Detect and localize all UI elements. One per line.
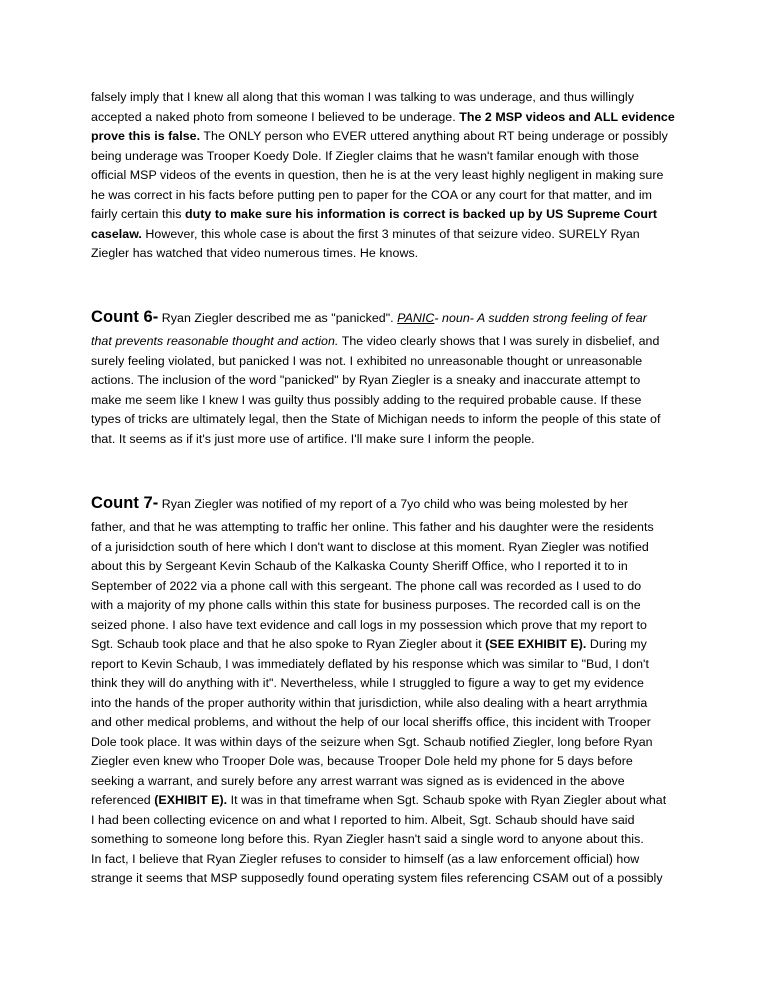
text-segment: Ziegler has watched that video numerous times. He knows.: [91, 246, 419, 260]
italic-text: PANIC: [397, 311, 435, 325]
text-segment: September of 2022 via a phone call with this sergeant. The phone call was recorded as I used to do: [91, 578, 642, 593]
text-line: [91, 430, 701, 450]
text-segment: seized phone. I also have text evidence and call logs in my possession which prove that my report to: [91, 617, 647, 632]
text-line: [91, 811, 701, 831]
text-segment: think they will do anything with it". Nevertheless, while I struggled to figure a way to get my evidence: [91, 676, 644, 690]
text-line: [91, 127, 701, 147]
text-segment: falsely imply that I knew all along that this woman I was talking to was underage, and thus willingly: [91, 90, 634, 104]
text-segment: strange it seems that MSP supposedly found operating system files referencing CSAM out of a possibly: [91, 871, 663, 885]
text-line: [91, 518, 701, 538]
text-line: [91, 616, 701, 636]
text-segment: make me seem like I knew I was guilty thus possibly adding to the required probable cause. If these: [91, 392, 642, 407]
count-heading: Count 7-: [91, 494, 159, 512]
text-line: [91, 577, 701, 597]
text-segment: that. It seems as if it's just more use of artifice. I'll make sure I inform the people.: [91, 431, 535, 446]
bold-text: (EXHIBIT E).: [154, 793, 228, 807]
text-line: [91, 635, 701, 655]
bold-text: duty to make sure his information is correct is backed up by US Supreme Court: [184, 207, 658, 221]
text-line: [91, 88, 701, 108]
text-line: [91, 352, 701, 372]
bold-text: (SEE EXHIBIT E).: [485, 637, 587, 651]
text-line: [91, 772, 701, 792]
text-segment: accepted a naked photo from someone I believed to be underage.: [91, 109, 460, 124]
text-segment: and other medical problems, and without the help of our local sheriffs office, this incident with Trooper: [91, 715, 651, 729]
text-line: [91, 410, 701, 430]
text-line: [91, 391, 701, 411]
text-segment: being underage was Trooper Koedy Dole. If Ziegler claims that he wasn't familar enough with those: [91, 148, 639, 163]
text-segment: The video clearly shows that I was surely in disbelief, and: [338, 334, 660, 348]
text-segment: referenced: [91, 793, 155, 807]
bold-text: The 2 MSP videos and ALL evidence: [459, 109, 675, 124]
text-segment: fairly certain this: [91, 207, 185, 221]
text-line: [91, 186, 701, 206]
text-line: [91, 850, 701, 870]
text-line: [91, 791, 701, 811]
text-segment: Ryan Ziegler described me as "panicked".: [158, 311, 398, 325]
text-segment: he was correct in his facts before putting pen to paper for the COA or any court for that matter, and im: [91, 187, 652, 202]
text-segment: I had been collecting evicence on and what I reported to him. Albeit, Sgt. Schaub should have said: [91, 812, 635, 827]
text-segment: Ziegler even knew who Trooper Dole was, because Trooper Dole held my phone for 5 days before: [91, 754, 633, 768]
text-line: [91, 694, 701, 714]
italic-text: that prevents reasonable thought and action.: [91, 334, 339, 348]
paragraph-count-7: [91, 494, 701, 889]
text-segment: actions. The inclusion of the word "panicked" by Ryan Ziegler is a sneaky and inaccurate attempt to: [91, 373, 641, 387]
text-line: [91, 733, 701, 753]
paragraph-count-6: [91, 308, 701, 449]
text-line: [91, 332, 701, 352]
text-line: [91, 713, 701, 733]
text-segment: However, this whole case is about the first 3 minutes of that seizure video. SURELY Ryan: [141, 226, 640, 241]
text-segment: Dole took place. It was within days of the seizure when Sgt. Schaub notified Ziegler, long before Ryan: [91, 734, 653, 749]
text-line: [91, 108, 701, 128]
text-line: [91, 596, 701, 616]
text-line: [91, 166, 701, 186]
text-segment: In fact, I believe that Ryan Ziegler refuses to consider to himself (as a law enforcement official) how: [91, 851, 640, 866]
text-line: [91, 225, 701, 245]
bold-text: prove this is false.: [91, 129, 201, 143]
text-segment: about this by Sergeant Kevin Schaub of the Kalkaska County Sheriff Office, who I reported it to in: [91, 559, 628, 573]
text-line: [91, 371, 701, 391]
text-line: [91, 308, 701, 332]
text-line: [91, 655, 701, 675]
text-segment: It was in that timeframe when Sgt. Schaub spoke with Ryan Ziegler about what: [227, 793, 667, 807]
paragraph-evidence: [91, 88, 701, 264]
text-line: [91, 752, 701, 772]
text-segment: something to someone long before this. Ryan Ziegler hasn't said a single word to anyone about this.: [91, 832, 644, 846]
text-segment: seeking a warrant, and surely before any arrest warrant was signed as is evidenced in the above: [91, 773, 625, 788]
text-segment: father, and that he was attempting to traffic her online. This father and his daughter were the residents: [91, 520, 654, 534]
text-segment: with a majority of my phone calls within this state for business purposes. The recorded call is on the: [91, 598, 641, 612]
text-line: [91, 869, 701, 889]
bold-text: caselaw.: [91, 226, 142, 241]
text-line: [91, 674, 701, 694]
text-segment: surely feeling violated, but panicked I was not. I exhibited no unreasonable thought or unreasonable: [91, 353, 643, 368]
text-segment: report to Kevin Schaub, I was immediately deflated by his response which was similar to "Bud, I don't: [91, 656, 649, 671]
text-line: [91, 205, 701, 225]
text-segment: During my: [586, 637, 647, 651]
text-line: [91, 557, 701, 577]
text-segment: of a jurisidction south of here which I don't want to disclose at this moment. Ryan Ziegler was notified: [91, 539, 649, 554]
text-line: [91, 244, 701, 264]
text-line: [91, 494, 701, 518]
count-heading: Count 6-: [91, 308, 159, 326]
text-segment: Ryan Ziegler was notified of my report of a 7yo child who was being molested by her: [158, 497, 629, 511]
text-line: [91, 538, 701, 558]
text-segment: into the hands of the proper authority within that jurisdiction, while also dealing with a heart arrythmia: [91, 695, 648, 710]
text-segment: The ONLY person who EVER uttered anything about RT being underage or possibly: [200, 129, 668, 143]
text-line: [91, 147, 701, 167]
text-segment: official MSP videos of the events in question, then he is at the very least highly negligent in making sure: [91, 168, 664, 182]
text-segment: types of tricks are ultimately legal, then the State of Michigan needs to inform the people of this state of: [91, 412, 661, 426]
text-line: [91, 830, 701, 850]
text-segment: Sgt. Schaub took place and that he also spoke to Ryan Ziegler about it: [91, 637, 486, 651]
italic-text: - noun- A sudden strong feeling of fear: [434, 311, 647, 325]
